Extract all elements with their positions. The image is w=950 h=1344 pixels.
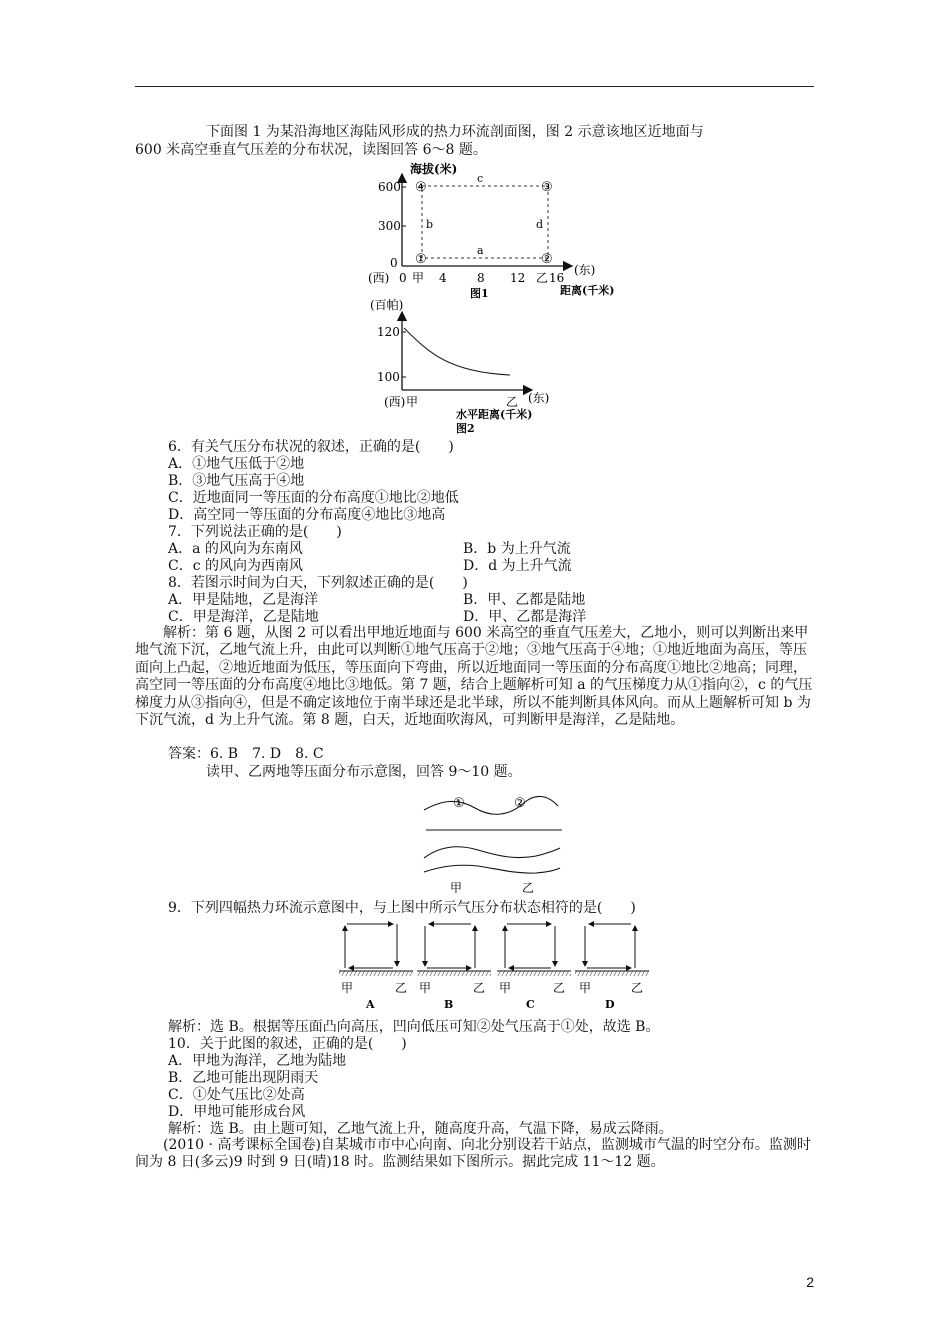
fig1-west: (西) bbox=[368, 271, 390, 285]
option-d-jia: 甲 bbox=[579, 981, 592, 995]
analysis-q6-8: 解析：第 6 题，从图 2 可以看出甲地近地面与 600 米高空的垂直气压差大，乙地小，则可以判断出来甲地气流下沉，乙地气流上升，由此可以判断①地气压高于②地；③地气压高于④地；①地近地面为高压，等压面向上凸起，②地近地面为低压，等压面向下弯曲，所以近地面同一等压面的分布高度①地比②地高；同理，高空同一等压面的分布高度④地比③地低。第 7 题，结合上题解析可知 a 的气压梯度力从①指向②，c 的气压梯度力从③指向④，但是不确定该地位于南半球还是北半球，所以不能判断具体风向。而从上题解析可知 b 为下沉气流，d 为上升气流。第 8 题，白天，近地面吹海风，可判断甲是海洋，乙是陆地。 bbox=[135, 625, 813, 729]
analysis-q9: 解析：选 B。根据等压面凸向高压，凹向低压可知②处气压高于①处，故选 B。 bbox=[168, 1019, 660, 1035]
figure-1 bbox=[360, 160, 630, 300]
page-number: 2 bbox=[806, 1274, 814, 1290]
fig1-arrow-d: d bbox=[536, 218, 544, 231]
fig3-point-1: ① bbox=[453, 796, 465, 811]
fig2-pressure-curve bbox=[404, 328, 510, 375]
option-b-jia: 甲 bbox=[419, 981, 432, 995]
fig1-xtick-yi: 乙 bbox=[536, 271, 549, 285]
fig1-arrow-b: b bbox=[426, 218, 434, 231]
option-d-yi: 乙 bbox=[631, 981, 644, 995]
q8-option-b: B．甲、乙都是陆地 bbox=[463, 592, 586, 608]
fig1-circulation-box bbox=[422, 186, 548, 258]
intro1-line1: 下面图 1 为某沿海地区海陆风形成的热力环流剖面图，图 2 示意该地区近地面与 bbox=[206, 124, 704, 140]
fig1-xtick-16: 16 bbox=[549, 271, 565, 285]
q6-option-a: A．①地气压低于②地 bbox=[168, 456, 305, 472]
fig1-ytick-300: 300 bbox=[378, 219, 401, 233]
fig3-jia: 甲 bbox=[450, 881, 463, 895]
fig2-ytick-100: 100 bbox=[377, 370, 400, 384]
q8-option-c: C．甲是海洋，乙是陆地 bbox=[168, 609, 319, 625]
analysis-q10: 解析：选 B。由上题可知，乙地气流上升，随高度升高，气温下降，易成云降雨。 bbox=[168, 1121, 673, 1137]
intro3: (2010 · 高考课标全国卷)自某城市市中心向南、向北分别设若干站点，监测城市气温的时空分布。监测时间为 8 日(多云)9 时到 9 日(晴)18 时。监测结果如下图所示。据此完成 11～12 题。 bbox=[135, 1137, 811, 1171]
header-rule bbox=[135, 86, 814, 87]
fig1-arrow-a: a bbox=[477, 244, 484, 257]
option-a-jia: 甲 bbox=[341, 981, 354, 995]
fig1-point-2: ② bbox=[541, 252, 553, 267]
option-a-yi: 乙 bbox=[395, 981, 408, 995]
figure-4-circulation-options bbox=[335, 918, 655, 1014]
fig1-xtick-12: 12 bbox=[510, 271, 526, 285]
q6-option-d: D．高空同一等压面的分布高度④地比③地高 bbox=[168, 507, 446, 523]
q8-option-d: D．甲、乙都是海洋 bbox=[463, 609, 587, 625]
option-b-yi: 乙 bbox=[473, 981, 486, 995]
fig2-yi: 乙 bbox=[506, 395, 519, 409]
option-a-letter: A bbox=[366, 998, 375, 1011]
fig2-east: (东) bbox=[528, 391, 550, 405]
fig2-caption: 图2 bbox=[456, 422, 475, 435]
fig1-arrow-c: c bbox=[477, 172, 484, 185]
q7-option-d: D．d 为上升气流 bbox=[463, 558, 572, 574]
fig1-ytick-600: 600 bbox=[378, 180, 401, 194]
option-b-letter: B bbox=[444, 998, 454, 1011]
fig2-ylabel: (百帕) bbox=[370, 298, 404, 312]
fig2-xlabel: 水平距离(千米) bbox=[456, 408, 533, 421]
fig3-point-2: ② bbox=[514, 796, 526, 811]
option-c-yi: 乙 bbox=[553, 981, 566, 995]
q6-option-c: C．近地面同一等压面的分布高度①地比②地低 bbox=[168, 490, 459, 506]
fig2-west: (西) bbox=[384, 395, 406, 409]
fig1-point-1: ① bbox=[415, 252, 427, 267]
fig2-ytick-120: 120 bbox=[377, 325, 400, 339]
q10-option-b: B．乙地可能出现阴雨天 bbox=[168, 1070, 319, 1086]
fig1-point-3: ③ bbox=[541, 180, 553, 195]
q10-option-c: C．①处气压比②处高 bbox=[168, 1087, 305, 1103]
isobar-upper-wavy bbox=[424, 796, 558, 814]
option-c-diagram bbox=[497, 924, 571, 1011]
fig1-xtick-0: 0 bbox=[399, 271, 407, 285]
fig1-xlabel: 距离(千米) bbox=[560, 284, 615, 297]
option-b-diagram bbox=[417, 924, 491, 1011]
option-a-diagram bbox=[339, 924, 413, 1011]
figure-2 bbox=[360, 296, 590, 436]
option-d-letter: D bbox=[605, 998, 615, 1011]
fig1-xtick-jia: 甲 bbox=[412, 271, 425, 285]
fig1-ylabel: 海拔(米) bbox=[410, 162, 458, 176]
isobar-lower-wavy bbox=[424, 847, 560, 858]
intro1-line2: 600 米高空垂直气压差的分布状况，读图回答 6～8 题。 bbox=[135, 142, 487, 158]
q7-option-c: C．c 的风向为西南风 bbox=[168, 558, 304, 574]
fig1-caption: 图1 bbox=[470, 287, 489, 300]
q6-option-b: B．③地气压高于④地 bbox=[168, 473, 305, 489]
fig1-east: (东) bbox=[574, 263, 596, 277]
fig1-xtick-4: 4 bbox=[439, 271, 447, 285]
q10-option-a: A．甲地为海洋，乙地为陆地 bbox=[168, 1053, 347, 1069]
answer-q6-8: 答案：6. B 7. D 8. C bbox=[168, 746, 324, 762]
fig2-jia: 甲 bbox=[406, 395, 419, 409]
isobar-ground bbox=[424, 865, 560, 873]
fig1-xtick-8: 8 bbox=[477, 271, 485, 285]
q10-stem: 10．关于此图的叙述，正确的是( ) bbox=[168, 1036, 407, 1052]
q7-option-b: B．b 为上升气流 bbox=[463, 541, 571, 557]
q6-stem: 6．有关气压分布状况的叙述，正确的是( ) bbox=[168, 439, 454, 455]
q10-option-d: D．甲地可能形成台风 bbox=[168, 1104, 306, 1120]
intro2: 读甲、乙两地等压面分布示意图，回答 9～10 题。 bbox=[206, 764, 522, 780]
option-c-letter: C bbox=[526, 998, 535, 1011]
figure-3-isobars bbox=[420, 786, 570, 896]
fig1-point-4: ④ bbox=[415, 180, 427, 195]
fig3-yi: 乙 bbox=[522, 881, 535, 895]
fig1-ytick-0: 0 bbox=[390, 256, 398, 270]
q9-stem: 9．下列四幅热力环流示意图中，与上图中所示气压分布状态相符的是( ) bbox=[168, 900, 636, 916]
q7-option-a: A．a 的风向为东南风 bbox=[168, 541, 303, 557]
option-c-jia: 甲 bbox=[499, 981, 512, 995]
q8-option-a: A．甲是陆地，乙是海洋 bbox=[168, 592, 319, 608]
q8-stem: 8．若图示时间为白天，下列叙述正确的是( ) bbox=[168, 575, 468, 591]
q7-stem: 7．下列说法正确的是( ) bbox=[168, 524, 342, 540]
option-d-diagram bbox=[575, 924, 649, 1011]
